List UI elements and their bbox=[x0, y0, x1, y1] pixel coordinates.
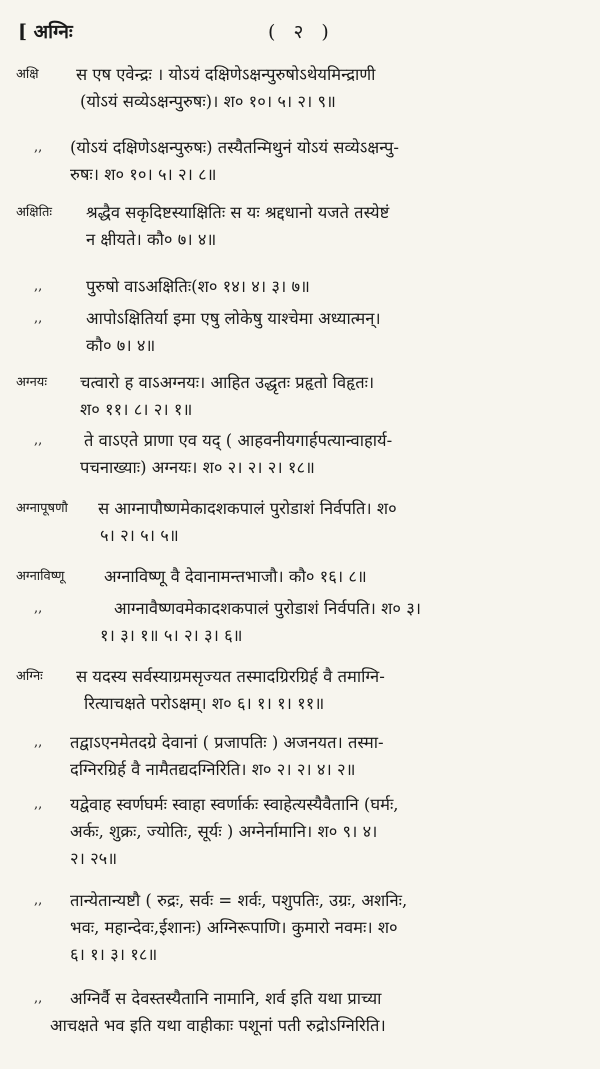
entry-text-line: ते वाऽएते प्राणा एव यद् ( आहवनीयगार्हपत्यान्वाहार्य- bbox=[84, 431, 393, 450]
entry-text-line: २। २५॥ bbox=[70, 849, 118, 868]
entry-headword: ,, bbox=[34, 601, 43, 616]
entry-text-line: ५। २। ५। ५॥ bbox=[100, 526, 179, 545]
entry-headword: अग्नापूषणौ bbox=[16, 501, 68, 516]
entry-text-line: दग्निरग्रिर्ह वै नामैतद्यदग्निरिति। श० २। २। ४। २॥ bbox=[70, 760, 356, 779]
entry-headword: अक्षि bbox=[16, 67, 39, 82]
entry-text-line: १। ३। १॥ ५। २। ३। ६॥ bbox=[100, 626, 243, 645]
entry-text-line: आपोऽक्षितिर्या इमा एषु लोकेषु याश्चेमा अध्यात्मन्। bbox=[86, 309, 381, 328]
entry-headword: अग्निः bbox=[16, 669, 43, 684]
entry-headword: ,, bbox=[34, 735, 43, 750]
entry-text-line: पुरुषो वाऽअक्षितिः(श० १४। ४। ३। ७॥ bbox=[86, 277, 310, 296]
entry-headword: अग्नयः bbox=[16, 375, 47, 390]
entry-text-line: ६। १। ३। १८॥ bbox=[70, 945, 158, 964]
entry-headword: ,, bbox=[34, 279, 43, 294]
page-header bbox=[18, 18, 582, 48]
entry-headword: ,, bbox=[34, 893, 43, 908]
entry-text-line: अग्निर्वै स देवस्तस्यैतानि नामानि, शर्व इति यथा प्राच्या bbox=[70, 989, 382, 1008]
entry-text-line: तान्येतान्यष्टौ ( रुद्रः, सर्वः = शर्वः, पशुपतिः, उग्रः, अशनिः, bbox=[70, 891, 408, 910]
entry-text-line: चत्वारो ह वाऽअग्नयः। आहित उद्धृतः प्रहृतो विहृतः। bbox=[80, 373, 375, 392]
entry-text-line: स एष एवेन्द्रः । योऽयं दक्षिणेऽक्षन्पुरुषोऽथेयमिन्द्राणी bbox=[76, 65, 376, 84]
entry-text-line: रित्याचक्षते परोऽक्षम्। श० ६। १। १। ११॥ bbox=[84, 694, 325, 713]
entry-text-line: यद्वेवाह स्वर्णघर्मः स्वाहा स्वर्णार्कः स्वाहेत्यस्यैवैतानि (घर्मः, bbox=[70, 795, 399, 814]
entry-text-line: श० ११। ८। २। १॥ bbox=[80, 400, 193, 419]
entry-text-line: (योऽयं सव्येऽक्षन्पुरुषः)। श० १०। ५। २। ९॥ bbox=[80, 92, 336, 111]
entry-headword: ,, bbox=[34, 991, 43, 1006]
entry-text-line: श्रद्धैव सकृदिष्टस्याक्षितिः स यः श्रद्दधानो यजते तस्येष्टं bbox=[86, 203, 390, 222]
entry-headword: ,, bbox=[34, 311, 43, 326]
entry-text-line: अग्नाविष्णू वै देवानामन्तभाजौ। कौ० १६। ८॥ bbox=[104, 567, 367, 586]
entry-headword: अग्नाविष्णू bbox=[16, 569, 65, 584]
entry-text-line: रुषः। श० १०। ५। २। ८॥ bbox=[70, 165, 217, 184]
entry-text-line: भवः, महान्देवः,ईशानः) अग्निरूपाणि। कुमारो नवमः। श० bbox=[70, 918, 398, 937]
entry-headword: अक्षितिः bbox=[16, 205, 53, 220]
entry-headword: ,, bbox=[34, 797, 43, 812]
entry-text-line: स आग्नापौष्णमेकादशकपालं पुरोडाशं निर्वपति। श० bbox=[98, 499, 397, 518]
entry-text-line: तद्वाऽएनमेतदग्रे देवानां ( प्रजापतिः ) अजनयत। तस्मा- bbox=[70, 733, 384, 752]
entry-text-line: आचक्षते भव इति यथा वाहीकाः पशूनां पती रुद्रोऽग्निरिति। bbox=[50, 1016, 386, 1035]
entry-text-line: (योऽयं दक्षिणेऽक्षन्पुरुषः) तस्यैतन्मिथुनं योऽयं सव्येऽक्षन्पु- bbox=[70, 138, 400, 157]
entry-text-line: कौ० ७। ४॥ bbox=[86, 336, 156, 355]
entry-headword: ,, bbox=[34, 433, 43, 448]
section-heading: [ अग्निः bbox=[18, 21, 73, 43]
entry-headword: ,, bbox=[34, 140, 43, 155]
entry-text-line: पचनाख्याः) अग्नयः। श० २। २। २। १८॥ bbox=[80, 458, 315, 477]
entry-text-line: अर्कः, शुक्रः, ज्योतिः, सूर्यः ) अग्नेर्नामानि। श० ९। ४। bbox=[70, 822, 378, 841]
page-number: ( २ ) bbox=[268, 21, 335, 43]
entry-text-line: स यदस्य सर्वस्याग्रमसृज्यत तस्मादग्रिरग्रिर्ह वै तमाग्नि- bbox=[76, 667, 385, 686]
entry-text-line: न क्षीयते। कौ० ७। ४॥ bbox=[86, 230, 217, 249]
entry-text-line: आग्नावैष्णवमेकादशकपालं पुरोडाशं निर्वपति। श० ३। bbox=[114, 599, 422, 618]
